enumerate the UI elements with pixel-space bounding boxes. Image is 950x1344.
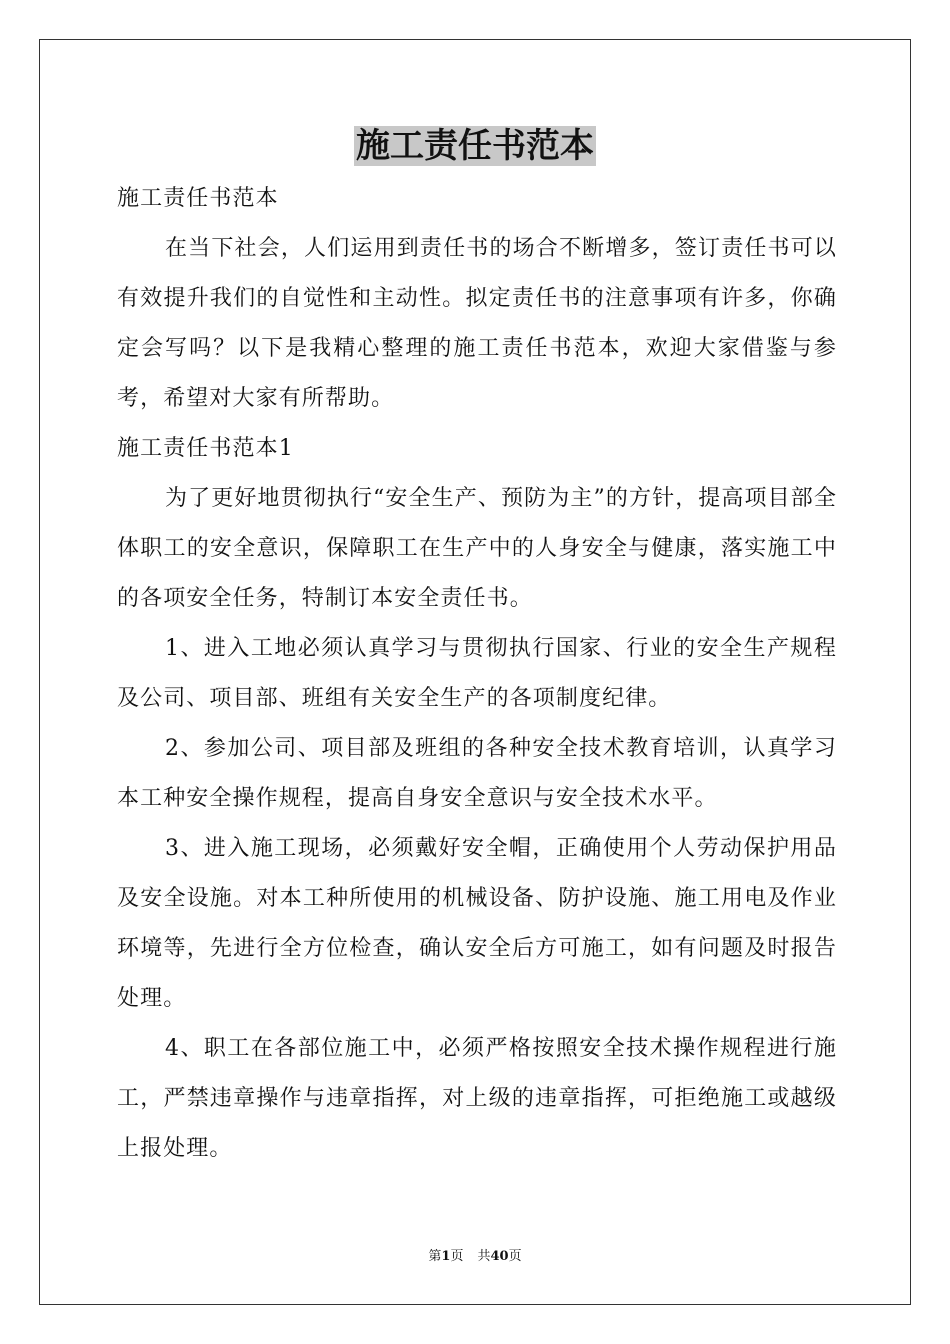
body-paragraph: 为了更好地贯彻执行“安全生产、预防为主”的方针，提高项目部全体职工的安全意识，保障职工在生产中的人身安全与健康，落实施工中的各项安全任务，特制订本安全责任书。 xyxy=(117,486,837,611)
clause-paragraph: 2、参加公司、项目部及班组的各种安全技术教育培训，认真学习本工种安全操作规程，提高自身安全意识与安全技术水平。 xyxy=(117,736,837,811)
document-title xyxy=(0,124,950,168)
clause-paragraph: 4、职工在各部位施工中，必须严格按照安全技术操作规程进行施工，严禁违章操作与违章指挥，对上级的违章指挥，可拒绝施工或越级上报处理。 xyxy=(117,1036,837,1161)
current-page-number: 1 xyxy=(441,1249,451,1264)
section-heading: 施工责任书范本1 xyxy=(117,436,294,461)
total-pages-prefix: 共 xyxy=(477,1249,491,1264)
page-number-suffix: 页 xyxy=(450,1249,464,1264)
total-pages-suffix: 页 xyxy=(508,1249,522,1264)
clause-paragraph: 1、进入工地必须认真学习与贯彻执行国家、行业的安全生产规程及公司、项目部、班组有关安全生产的各项制度纪律。 xyxy=(117,636,837,711)
clause-paragraph: 3、进入施工现场，必须戴好安全帽，正确使用个人劳动保护用品及安全设施。对本工种所使用的机械设备、防护设施、施工用电及作业环境等，先进行全方位检查，确认安全后方可施工，如有问题及时报告处理。 xyxy=(117,836,837,1011)
document-body xyxy=(117,174,837,1174)
page-number-prefix: 第 xyxy=(428,1249,442,1264)
section-heading: 施工责任书范本 xyxy=(117,186,279,211)
document-title-text: 施工责任书范本 xyxy=(356,126,594,166)
total-pages-number: 40 xyxy=(490,1249,509,1264)
intro-paragraph: 在当下社会，人们运用到责任书的场合不断增多，签订责任书可以有效提升我们的自觉性和主动性。拟定责任书的注意事项有许多，你确定会写吗？以下是我精心整理的施工责任书范本，欢迎大家借鉴与参考，希望对大家有所帮助。 xyxy=(117,236,837,411)
page-footer xyxy=(0,1248,950,1266)
